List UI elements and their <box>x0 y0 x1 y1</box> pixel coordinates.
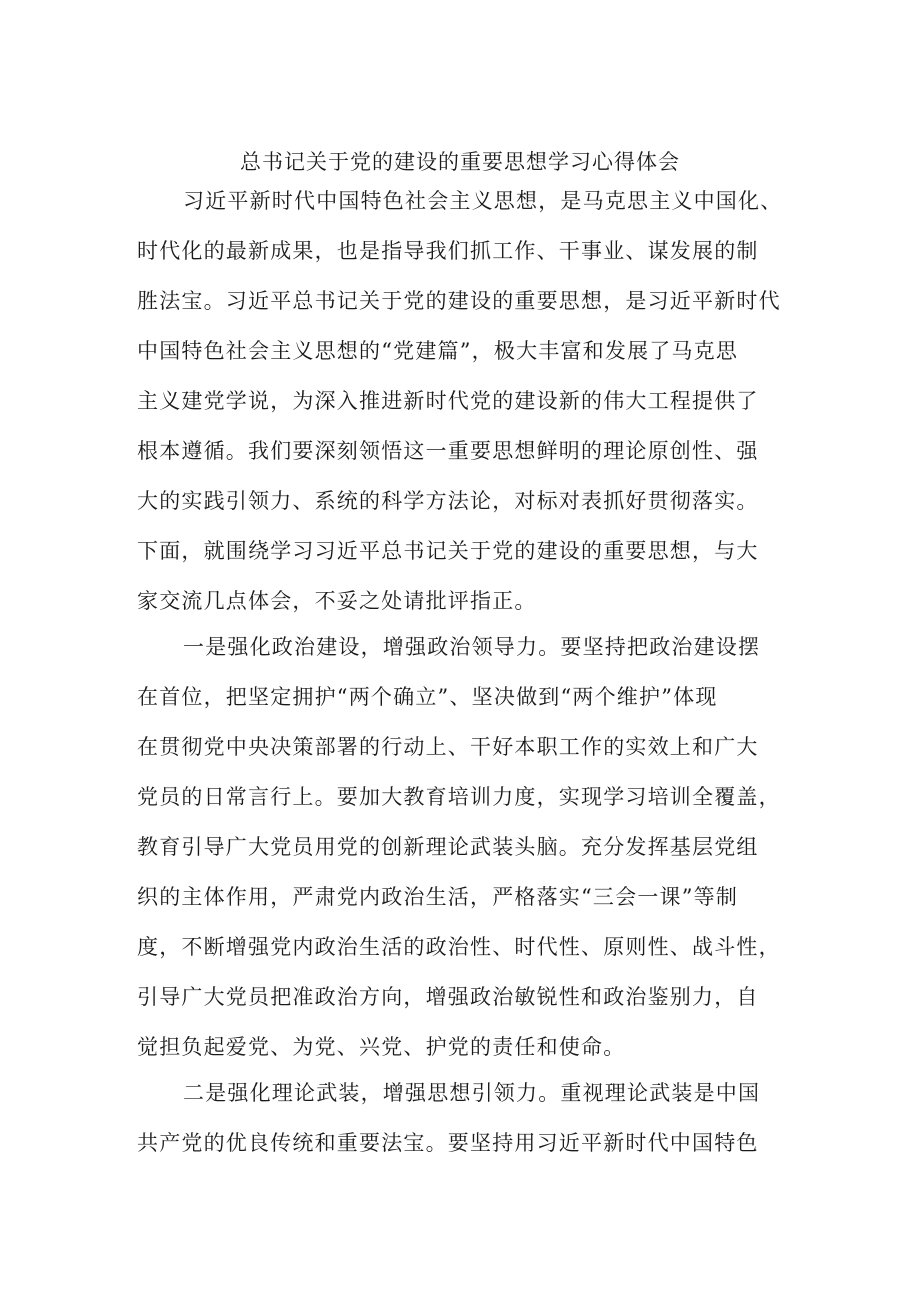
document-title: 总书记关于党的建设的重要思想学习心得体会 <box>240 150 680 174</box>
paragraph-line: 胜法宝。习近平总书记关于党的建设的重要思想，是习近平新时代 <box>137 289 781 313</box>
paragraph-political-building <box>137 622 797 1072</box>
paragraph-line: 度，不断增强党内政治生活的政治性、时代性、原则性、战斗性， <box>137 935 781 959</box>
paragraph-line: 觉担负起爱党、为党、兴党、护党的责任和使命。 <box>137 1035 626 1059</box>
paragraph-line: 织的主体作用，严肃党内政治生活，严格落实“三会一课”等制 <box>137 885 739 909</box>
paragraph-line: 共产党的优良传统和重要法宝。要坚持用习近平新时代中国特色 <box>137 1131 759 1155</box>
paragraph-line: 引导广大党员把准政治方向，增强政治敏锐性和政治鉴别力，自 <box>137 985 759 1009</box>
paragraph-line: 党员的日常言行上。要加大教育培训力度，实现学习培训全覆盖， <box>137 785 781 809</box>
paragraph-theoretical-armament <box>137 1068 797 1168</box>
paragraph-line: 在贯彻党中央决策部署的行动上、干好本职工作的实效上和广大 <box>137 735 759 759</box>
paragraph-line: 教育引导广大党员用党的创新理论武装头脑。充分发挥基层党组 <box>137 835 759 859</box>
paragraph-line: 中国特色社会主义思想的“党建篇”，极大丰富和发展了马克思 <box>137 339 739 363</box>
paragraph-line: 习近平新时代中国特色社会主义思想，是马克思主义中国化、 <box>183 189 783 213</box>
paragraph-line: 下面，就围绕学习习近平总书记关于党的建设的重要思想，与大 <box>137 539 759 563</box>
paragraph-line: 家交流几点体会，不妥之处请批评指正。 <box>137 589 537 613</box>
paragraph-line: 大的实践引领力、系统的科学方法论，对标对表抓好贯彻落实。 <box>137 489 759 513</box>
paragraph-intro <box>137 176 797 626</box>
paragraph-line: 一是强化政治建设，增强政治领导力。要坚持把政治建设摆 <box>183 635 761 659</box>
paragraph-line: 二是强化理论武装，增强思想引领力。重视理论武装是中国 <box>183 1081 761 1105</box>
paragraph-line: 在首位，把坚定拥护“两个确立”、坚决做到“两个维护”体现 <box>137 685 718 709</box>
paragraph-line: 主义建党学说，为深入推进新时代党的建设新的伟大工程提供了 <box>137 389 759 413</box>
paragraph-line: 根本遵循。我们要深刻领悟这一重要思想鲜明的理论原创性、强 <box>137 439 759 463</box>
paragraph-line: 时代化的最新成果，也是指导我们抓工作、干事业、谋发展的制 <box>137 239 759 263</box>
